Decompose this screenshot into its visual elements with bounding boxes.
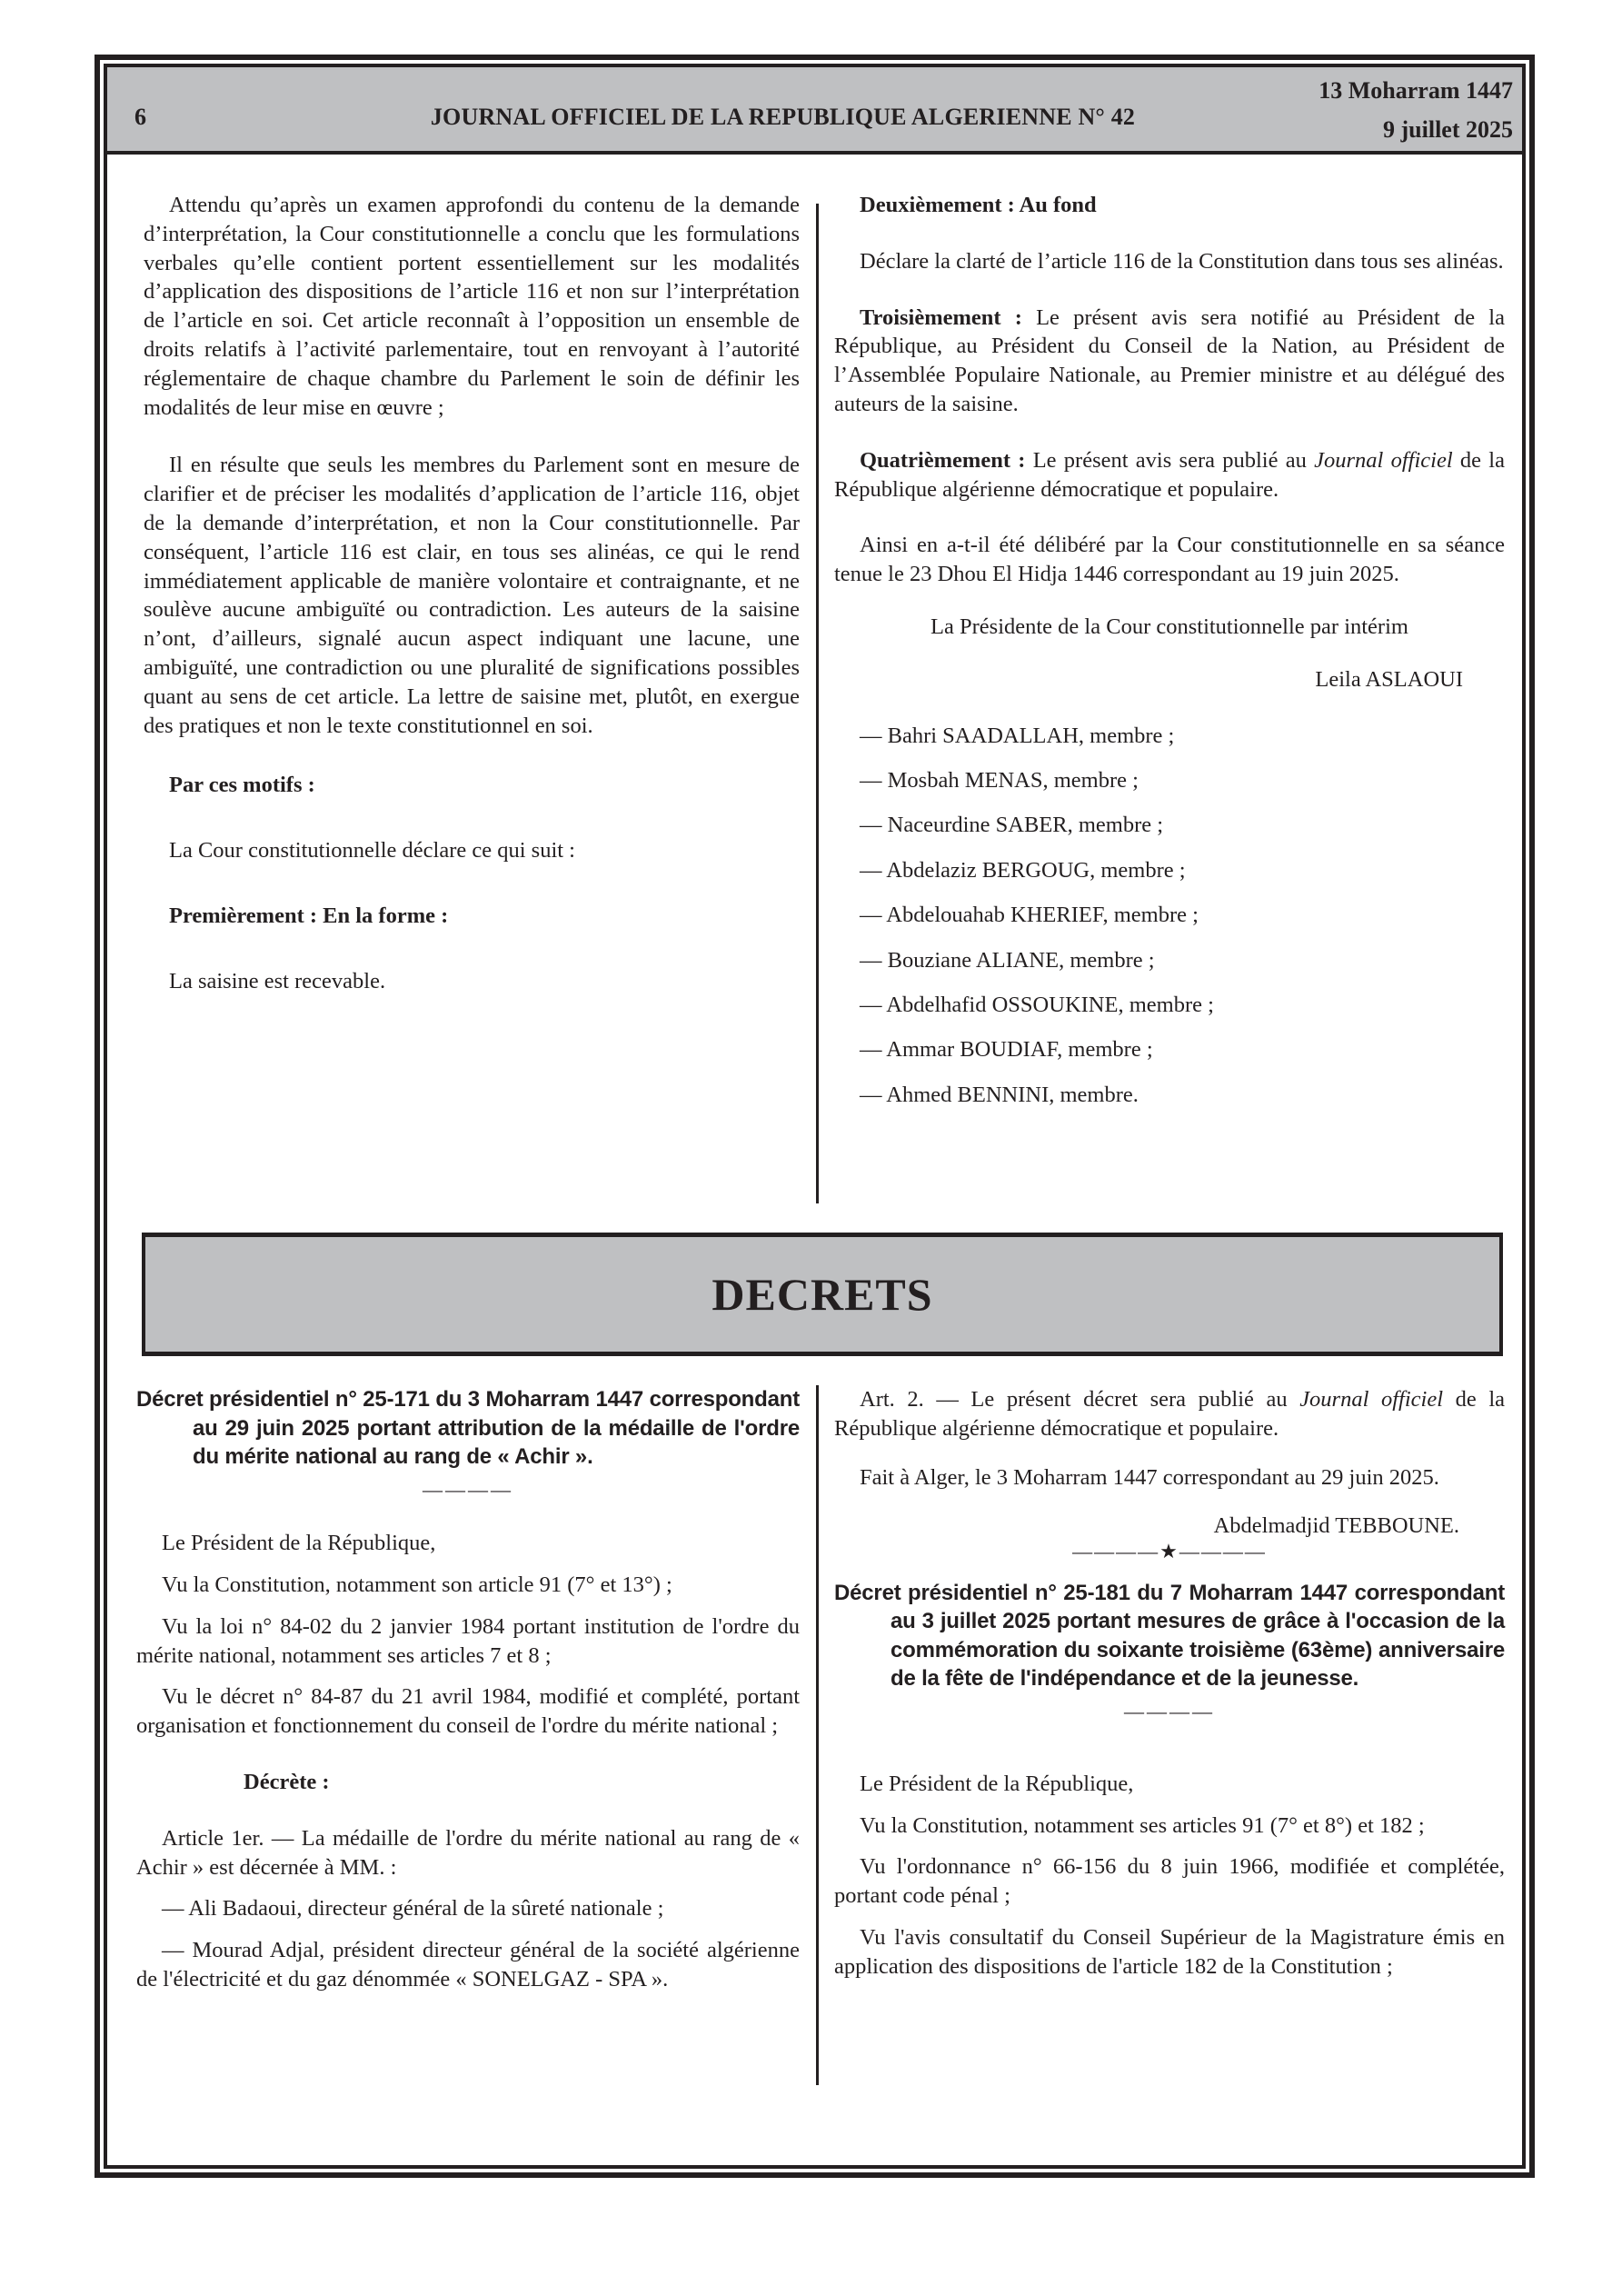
decree-1-recipient: — Ali Badaoui, directeur général de la sûreté nationale ;: [162, 1896, 664, 1922]
premierement-text: La saisine est recevable.: [169, 968, 386, 993]
president-title: La Présidente de la Cour constitutionnelle par intérim: [930, 614, 1408, 639]
decree-end-separator: ————★————: [1072, 1540, 1267, 1563]
decree-1-column: [136, 1385, 800, 2007]
journal-officiel-italic: Journal officiel: [1314, 447, 1453, 473]
page-frame: [95, 55, 1535, 2178]
article-2-text: Art. 2. — Le présent décret sera publié au: [860, 1387, 1300, 1412]
member-item: — Bahri SAADALLAH, membre ;: [860, 723, 1175, 748]
president-name: Leila ASLAOUI: [1315, 666, 1463, 692]
deuxiemement-heading: Deuxièmement : Au fond: [860, 193, 1097, 217]
motifs-heading: Par ces motifs :: [169, 773, 315, 798]
decree-1-decrete: Décrète :: [244, 1770, 330, 1795]
premierement-heading: Premièrement : En la forme :: [169, 903, 449, 928]
member-item: — Abdelaziz BERGOUG, membre ;: [860, 857, 1186, 883]
column-divider-top: [816, 204, 819, 1203]
avis-right-column: [834, 191, 1505, 1125]
decree-2-separator: ————: [1124, 1699, 1215, 1722]
avis-paragraph-1: Attendu qu’après un examen approfondi du contenu de la demande d’interprétation, la Cour constitutionnelle a conclu que les formulations verbales qu’elle contient portent essentiellement sur les modalités d’application des dispositions de l’article 116 et non sur l’interprétation de l’article en soi. Cet article reconnaît à l’opposition un ensemble de droits relatifs à l’activité parlementaire, tout en renvoyant à l’autorité réglementaire de chaque chambre du Parlement le soin de définir les modalités de leur mise en œuvre ;: [144, 193, 800, 420]
decree-1-article-2: [834, 1385, 1505, 1443]
troisiemement-text: Le présent avis sera notifié au Président de la République, au Président du Conseil de la Nation, au Président de l’Assemblée Populaire Nationale, au Premier ministre et au délégué des auteurs de la saisine.: [834, 304, 1505, 416]
date-hijri: 13 Moharram 1447: [1318, 77, 1513, 104]
quatriemement-label: Quatrièmement :: [860, 447, 1026, 473]
member-item: — Mosbah MENAS, membre ;: [860, 767, 1139, 793]
decree-2-preamble: Le Président de la République,: [860, 1771, 1134, 1796]
article-2-text-end: de la République algérienne démocratique et populaire.: [834, 1387, 1506, 1441]
decree-1-signature: Abdelmadjid TEBBOUNE.: [1213, 1513, 1459, 1539]
decree-1-recipient: — Mourad Adjal, président directeur général de la société algérienne de l'électricité et du gaz dénommée « SONELGAZ - SPA ».: [136, 1938, 800, 1992]
member-item: — Ahmed BENNINI, membre.: [860, 1082, 1139, 1107]
section-title: DECRETS: [711, 1269, 933, 1320]
troisiemement-paragraph: [834, 304, 1505, 419]
page-header: [107, 67, 1522, 155]
member-item: — Abdelhafid OSSOUKINE, membre ;: [860, 992, 1214, 1017]
deliberation-text: Ainsi en a-t-il été délibéré par la Cour constitutionnelle en sa séance tenue le 23 Dhou El Hidja 1446 correspondant au 19 juin 2025.: [834, 533, 1505, 587]
member-item: — Ammar BOUDIAF, membre ;: [860, 1037, 1153, 1063]
journal-title: JOURNAL OFFICIEL DE LA REPUBLIQUE ALGERIENNE N° 42: [430, 104, 1136, 130]
avis-left-column: [144, 191, 800, 1016]
header-dates: [1318, 71, 1513, 149]
quatriemement-text-end: de la République algérienne démocratique et populaire.: [834, 447, 1505, 502]
quatriemement-paragraph: [834, 446, 1505, 504]
quatriemement-text: Le présent avis sera publié au: [1025, 447, 1315, 473]
decree-1-separator: ————: [423, 1477, 513, 1501]
journal-officiel-italic: Journal officiel: [1299, 1387, 1444, 1412]
page-number: 6: [134, 104, 146, 130]
decree-2-visa: Vu l'ordonnance n° 66-156 du 8 juin 1966, modifiée et complétée, portant code pénal ;: [834, 1854, 1505, 1909]
troisiemement-label: Troisièmement :: [860, 304, 1022, 330]
avis-paragraph-2: Il en résulte que seuls les membres du Parlement sont en mesure de clarifier et de préciser les modalités d’application de l’article 116, objet de la demande d’interprétation, et non la Cour constitutionnelle. Par conséquent, l’article 116 est clair, en tous ses alinéas, ce qui le rend immédiatement applicable de manière volontaire et contraignante, et ne soulève aucune ambiguïté ou contradiction. Les auteurs de la saisine n’ont, d’ailleurs, signalé aucun aspect indiquant une lacune, une ambiguïté, une contradiction ou une pluralité de significations possibles quant au sens de cet article. La lettre de saisine met, plutôt, en exergue des pratiques et non le texte constitutionnel en soi.: [144, 453, 800, 738]
decree-1-visa: Vu la loi n° 84-02 du 2 janvier 1984 portant institution de l'ordre du mérite national, notamment ses articles 7 et 8 ;: [136, 1613, 800, 1668]
date-gregorian: 9 juillet 2025: [1383, 116, 1513, 143]
decree-2-visa: Vu l'avis consultatif du Conseil Supérieur de la Magistrature émis en application des dispositions de l'article 182 de la Constitution ;: [834, 1924, 1505, 1979]
decree-right-column: [834, 1385, 1505, 1994]
decree-1-article-1: Article 1er. — La médaille de l'ordre du mérite national au rang de « Achir » est décernée à MM. :: [136, 1825, 800, 1880]
column-divider-bottom: [816, 1385, 819, 2085]
decree-2-title: Décret présidentiel n° 25-181 du 7 Moharram 1447 correspondant au 3 juillet 2025 portant mesures de grâce à l'occasion de la commémoration du soixante troisième (63ème) anniversaire de la fête de l'indépendance et de la jeunesse.: [834, 1580, 1505, 1692]
decree-1-visa: Vu la Constitution, notamment son article 91 (7° et 13°) ;: [162, 1572, 672, 1598]
decree-1-preamble: Le Président de la République,: [162, 1531, 436, 1556]
decree-1-fait-a: Fait à Alger, le 3 Moharram 1447 correspondant au 29 juin 2025.: [860, 1464, 1439, 1490]
declare-line: La Cour constitutionnelle déclare ce qui suit :: [169, 838, 575, 863]
members-list: [834, 722, 1505, 1110]
decree-2-visa: Vu la Constitution, notamment ses articles 91 (7° et 8°) et 182 ;: [860, 1812, 1425, 1838]
member-item: — Naceurdine SABER, membre ;: [860, 813, 1164, 838]
page-inner-frame: [104, 64, 1526, 2169]
section-banner-decrets: [142, 1233, 1503, 1356]
decree-1-visa: Vu le décret n° 84-87 du 21 avril 1984, modifié et complété, portant organisation et fonctionnement du conseil de l'ordre du mérite national ;: [136, 1684, 800, 1739]
member-item: — Abdelouahab KHERIEF, membre ;: [860, 903, 1199, 928]
member-item: — Bouziane ALIANE, membre ;: [860, 947, 1155, 973]
decree-1-title: Décret présidentiel n° 25-171 du 3 Moharram 1447 correspondant au 29 juin 2025 portant attribution de la médaille de l'ordre du mérite national au rang de « Achir ».: [136, 1387, 800, 1469]
deuxiemement-text: Déclare la clarté de l’article 116 de la Constitution dans tous ses alinéas.: [860, 248, 1504, 274]
